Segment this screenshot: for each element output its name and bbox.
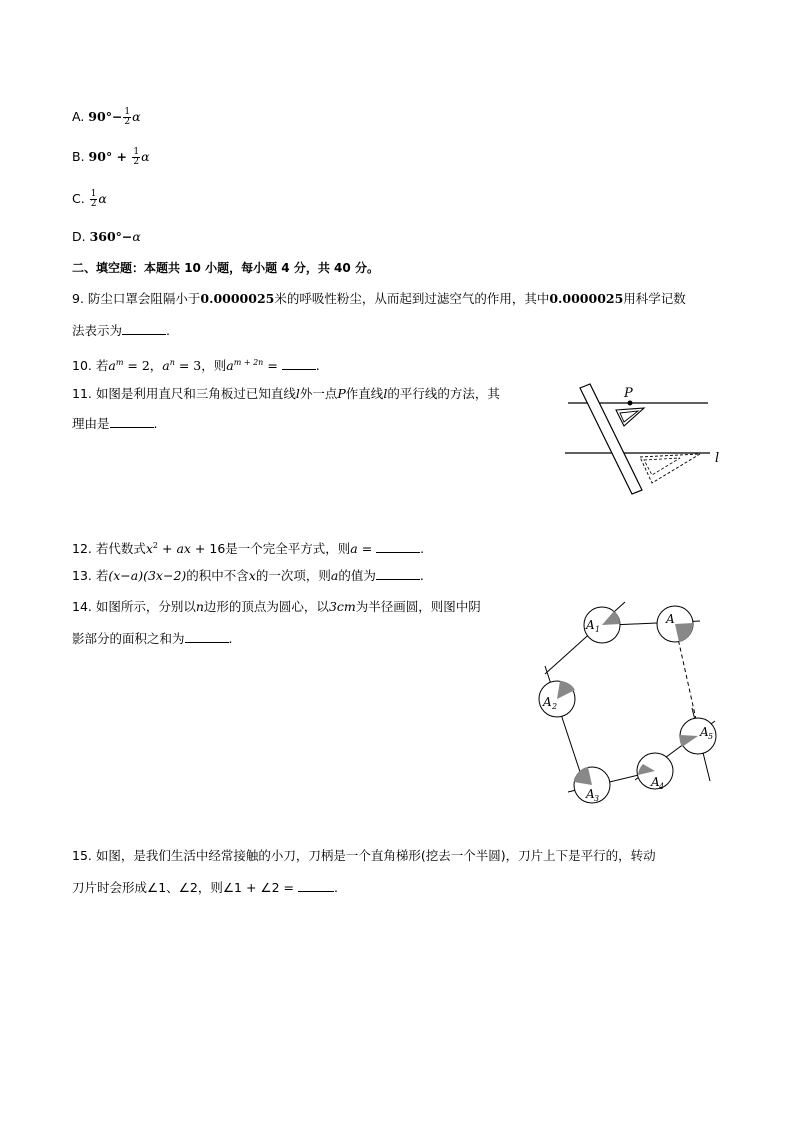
exp-mn: m + 2n xyxy=(233,358,264,367)
label-A3-sub: 3 xyxy=(594,794,600,803)
fraction-numerator: 1 xyxy=(133,147,140,157)
question-15-line-2 xyxy=(72,879,338,897)
label-l: l xyxy=(715,451,720,466)
question-14-line-2 xyxy=(72,630,233,648)
alpha-symbol: α xyxy=(132,229,141,244)
var-x: x xyxy=(248,568,256,583)
q9-text: 法表示为 xyxy=(72,323,123,338)
period: . xyxy=(153,416,158,431)
q10-eq: = 2， xyxy=(123,358,163,374)
plus: + xyxy=(158,541,177,557)
answer-blank[interactable] xyxy=(185,630,229,643)
fraction-denominator: 2 xyxy=(90,199,97,209)
fraction-numerator: 1 xyxy=(124,107,131,117)
label-P: P xyxy=(624,386,633,401)
q12-text: + 16是一个完全平方式，则 xyxy=(190,541,351,557)
question-11-line-1 xyxy=(72,385,500,403)
q13-text: 13. 若 xyxy=(72,568,109,583)
option-d-label: D. xyxy=(72,229,86,244)
var-x: x xyxy=(145,541,153,557)
question-12 xyxy=(72,537,424,558)
option-d-degrees: 360°− xyxy=(89,229,133,244)
exp-m: m xyxy=(115,358,124,367)
var-a: a xyxy=(162,358,170,374)
q9-text: 用科学记数 xyxy=(623,291,686,306)
section-header xyxy=(72,259,379,277)
label-A3: A xyxy=(586,787,595,801)
period: . xyxy=(420,541,425,557)
answer-blank[interactable] xyxy=(376,540,420,553)
polygon-circles-figure xyxy=(530,596,730,806)
point-P xyxy=(628,401,633,406)
answer-blank[interactable] xyxy=(122,322,166,335)
radius: 3cm xyxy=(328,599,356,614)
var-l: l xyxy=(295,386,300,401)
var-a: a xyxy=(226,358,234,374)
q9-text: 米的呼吸性粉尘，从而起到过滤空气的作用，其中 xyxy=(274,291,550,306)
var-a: a xyxy=(108,358,116,374)
label-A4-sub: 4 xyxy=(659,782,665,791)
question-count: 10 xyxy=(184,261,201,275)
q14-text: 边形的顶点为圆心，以 xyxy=(203,599,329,614)
var-a: a xyxy=(350,541,358,557)
period: . xyxy=(419,568,424,583)
question-15-line-1 xyxy=(72,847,656,865)
q10-text: 10. 若 xyxy=(72,358,109,374)
label-A2: A xyxy=(543,695,552,709)
q11-text: 作直线 xyxy=(345,386,384,401)
exp-2: 2 xyxy=(152,541,159,550)
fraction-denominator: 2 xyxy=(124,117,131,127)
label-A2-sub: 2 xyxy=(552,702,558,711)
period: . xyxy=(228,631,233,646)
section-header-prefix: 二、填空题：本题共 xyxy=(72,261,181,275)
alpha-symbol: α xyxy=(98,191,107,206)
answer-blank[interactable] xyxy=(376,567,420,580)
option-c-fraction xyxy=(90,190,98,209)
fraction-numerator: 1 xyxy=(90,189,97,199)
alpha-symbol: α xyxy=(141,149,150,164)
dashed-edge xyxy=(677,634,698,728)
option-a-degrees: 90°− xyxy=(88,109,123,124)
term-ax: ax xyxy=(176,541,191,557)
option-b-degrees: 90° + xyxy=(88,149,132,164)
label-A5-sub: 5 xyxy=(708,732,714,741)
exp-n: n xyxy=(169,358,175,367)
label-A5: A xyxy=(700,725,709,739)
period: . xyxy=(333,880,338,895)
label-A4: A xyxy=(651,775,660,789)
q14-text: 影部分的面积之和为 xyxy=(72,631,185,646)
question-10 xyxy=(72,354,320,375)
total-points: 40 xyxy=(334,261,351,275)
fraction-denominator: 2 xyxy=(133,157,140,167)
question-13 xyxy=(72,567,424,585)
points-each: 4 xyxy=(281,261,290,275)
var-n: n xyxy=(195,599,204,614)
period: . xyxy=(166,323,170,338)
option-a xyxy=(72,108,141,127)
q11-text: 11. 如图是利用直尺和三角板过已知直线 xyxy=(72,386,296,401)
answer-blank[interactable] xyxy=(110,415,154,428)
q13-text: 的值为 xyxy=(338,568,376,583)
option-d xyxy=(72,228,141,246)
option-b-label: B. xyxy=(72,149,85,164)
q13-expression: (x−a)(3x−2) xyxy=(108,568,187,583)
q9-number: 0.0000025 xyxy=(549,291,624,306)
var-l: l xyxy=(383,386,388,401)
var-P: P xyxy=(337,386,346,401)
q10-eq: = 3，则 xyxy=(174,358,227,374)
answer-blank[interactable] xyxy=(298,879,334,892)
ruler-triangle-figure xyxy=(560,380,730,500)
q13-text: 的积中不含 xyxy=(186,568,249,583)
section-header-text: 小题，每小题 xyxy=(205,261,278,275)
question-11-line-2 xyxy=(72,415,158,433)
option-b-fraction xyxy=(132,148,140,167)
q9-number: 0.0000025 xyxy=(200,291,275,306)
question-9-line-1 xyxy=(72,290,686,308)
answer-blank[interactable] xyxy=(282,357,316,370)
q14-text: 14. 如图所示，分别以 xyxy=(72,599,196,614)
circle-A xyxy=(657,606,693,642)
section-header-suffix: 分。 xyxy=(354,261,379,275)
label-A1-sub: 1 xyxy=(595,625,601,634)
section-header-text: 分，共 xyxy=(293,261,330,275)
q14-text: 为半径画圆，则图中阴 xyxy=(355,599,481,614)
q11-text: 的平行线的方法，其 xyxy=(387,386,500,401)
q13-text: 的一次项，则 xyxy=(255,568,331,583)
question-9-line-2 xyxy=(72,322,170,340)
var-a: a xyxy=(330,568,339,583)
alpha-symbol: α xyxy=(132,109,141,124)
option-a-label: A. xyxy=(72,109,85,124)
q9-text: 9. 防尘口罩会阻隔小于 xyxy=(72,291,201,306)
question-14-line-1 xyxy=(72,598,481,616)
q10-eq: = xyxy=(263,358,282,374)
q12-text: 12. 若代数式 xyxy=(72,541,146,557)
option-c xyxy=(72,190,107,209)
option-b xyxy=(72,148,150,167)
option-c-label: C. xyxy=(72,191,85,206)
label-A: A xyxy=(666,612,675,626)
q15-text: 15. 如图，是我们生活中经常接触的小刀，刀柄是一个直角梯形(挖去一个半圆)，刀片上下是平行的，转动 xyxy=(72,848,656,863)
equals: = xyxy=(357,541,377,557)
q15-text: 刀片时会形成∠1、∠2，则∠1 + ∠2 = xyxy=(72,880,298,895)
label-A1: A xyxy=(586,618,595,632)
triangle-lower-inner xyxy=(644,458,680,475)
q11-text: 外一点 xyxy=(299,386,338,401)
period: . xyxy=(315,358,320,374)
option-a-fraction xyxy=(123,108,131,127)
q11-text: 理由是 xyxy=(72,416,110,431)
